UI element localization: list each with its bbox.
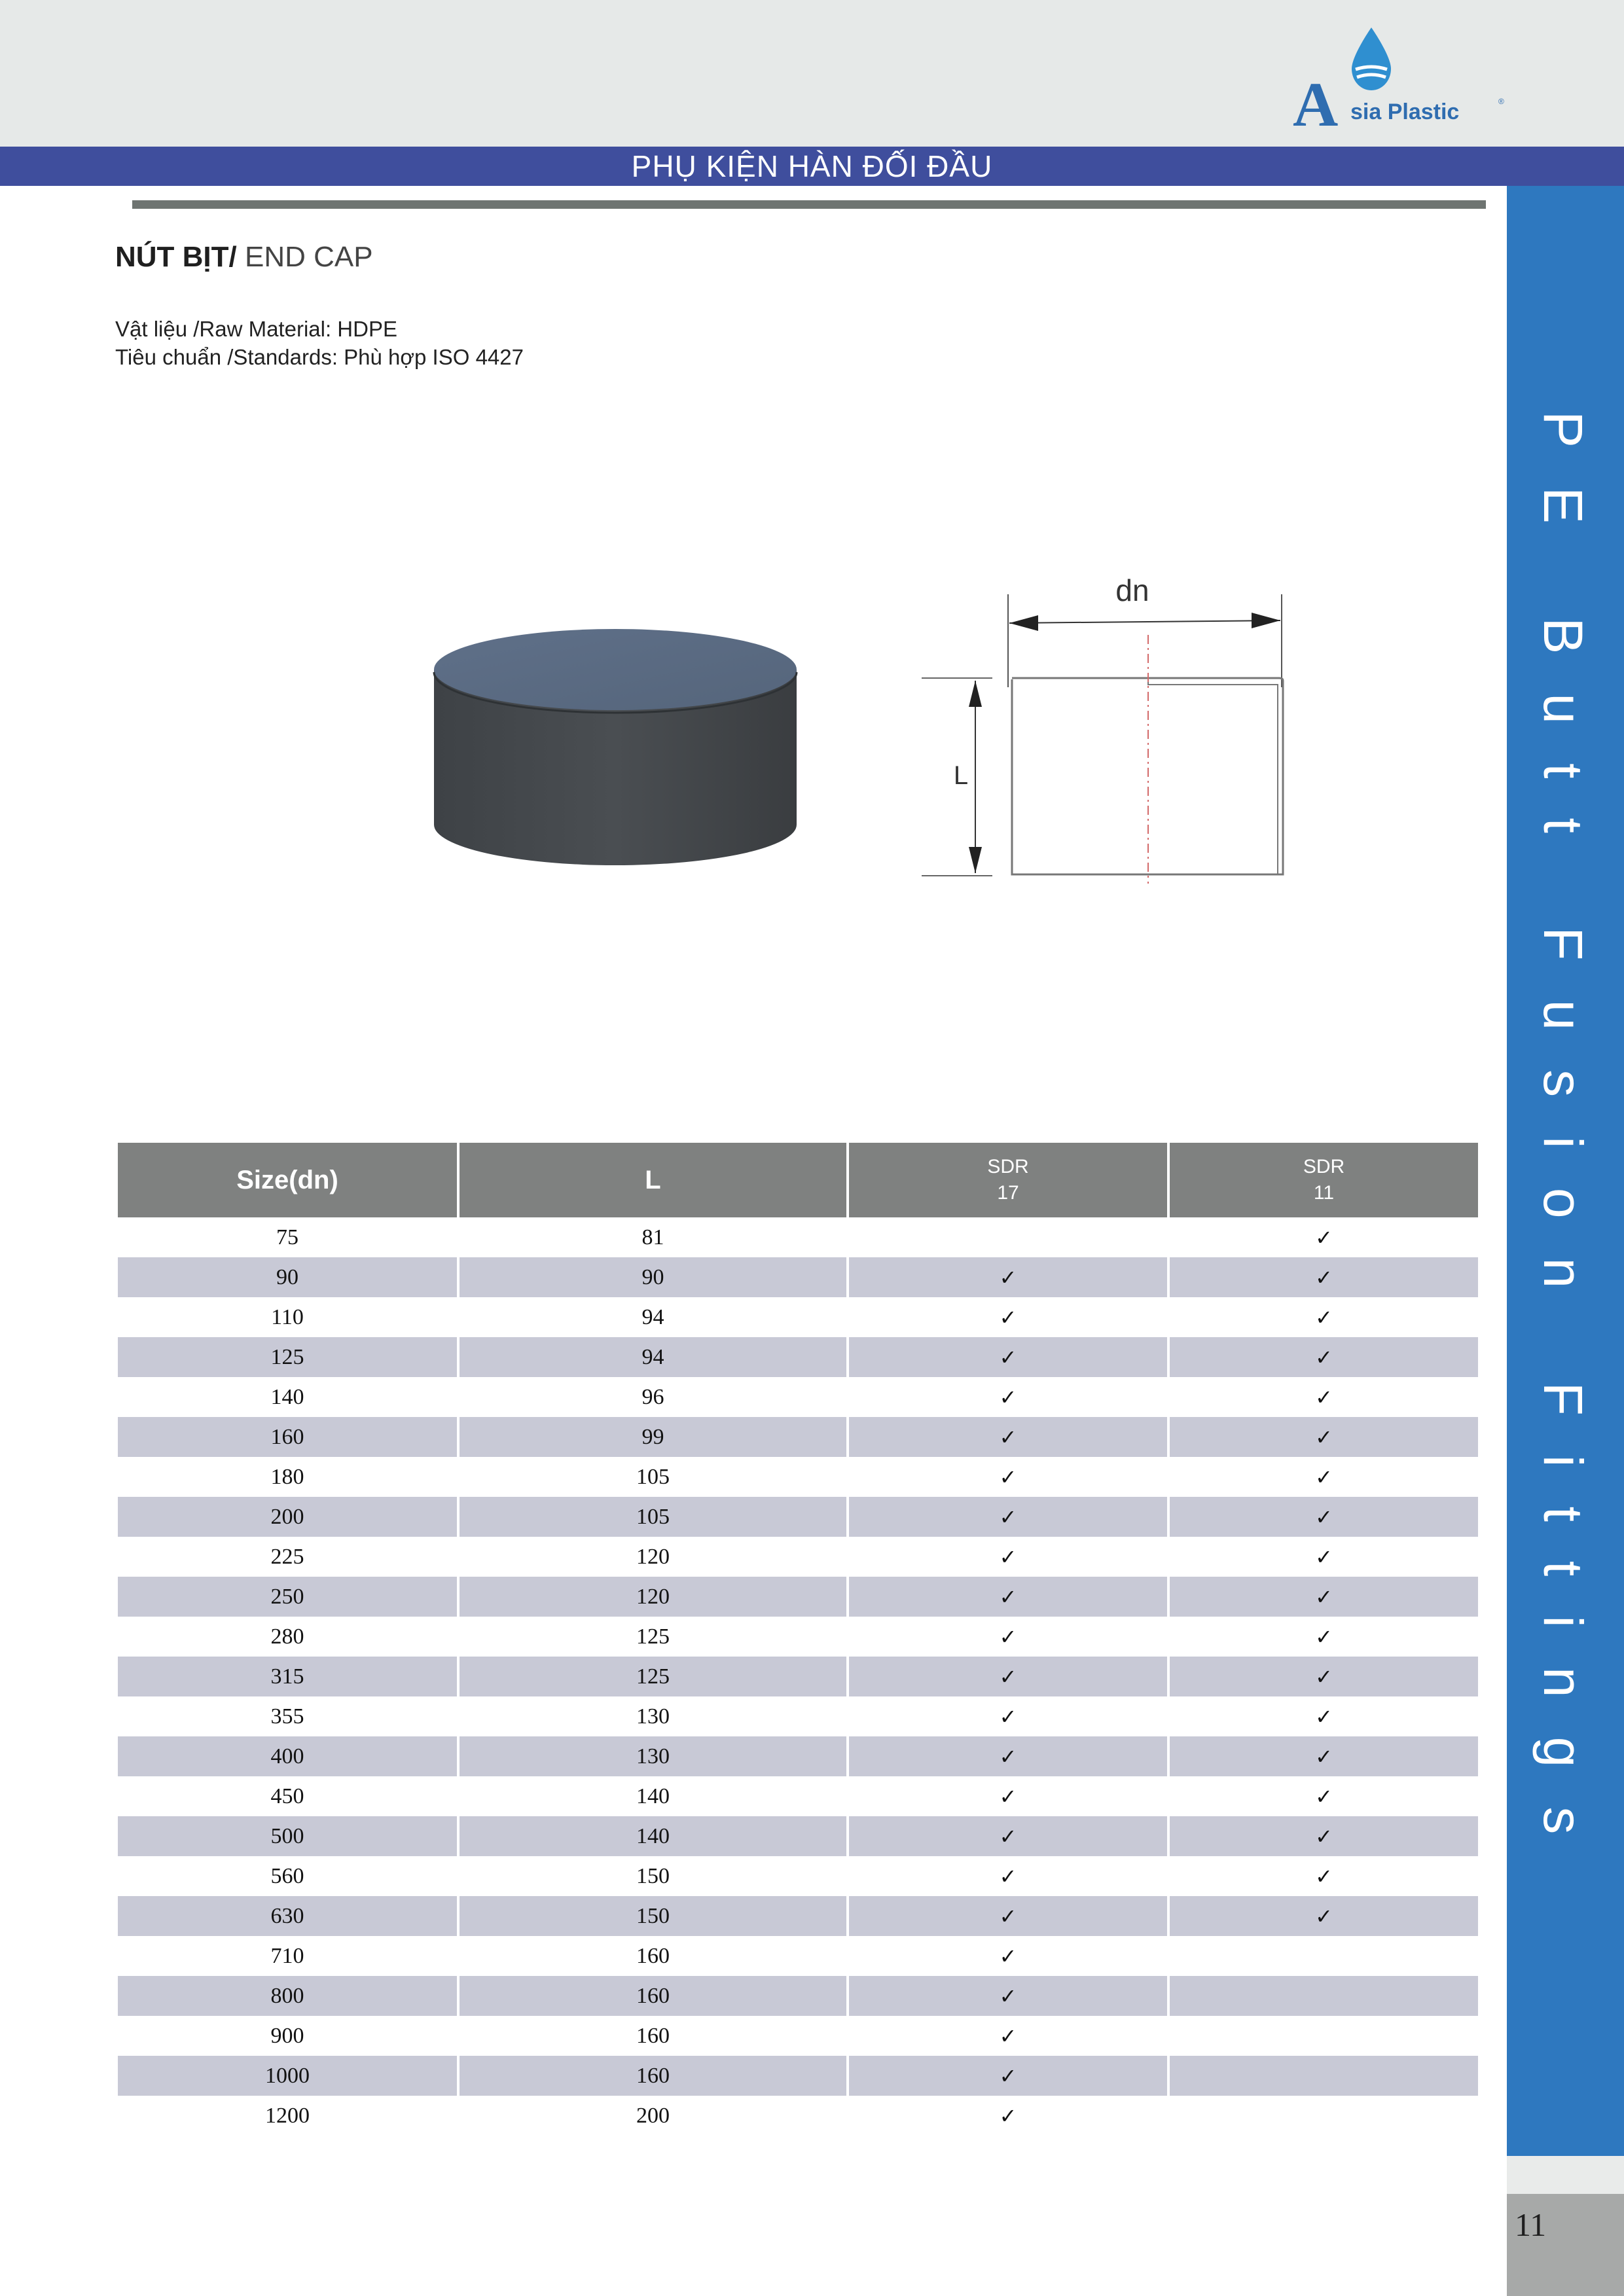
table-row xyxy=(118,1896,1478,1936)
table-row xyxy=(118,1976,1478,2016)
header-size: Size(dn) xyxy=(118,1143,460,1217)
table-row xyxy=(118,1537,1478,1577)
cell-size: 450 xyxy=(118,1776,460,1816)
table-row xyxy=(118,1257,1478,1297)
cell-size: 125 xyxy=(118,1337,460,1377)
cell-l: 105 xyxy=(460,1457,849,1497)
table-row xyxy=(118,1457,1478,1497)
table-body xyxy=(118,1217,1478,2136)
cell-size: 500 xyxy=(118,1816,460,1856)
cell-sdr17: ✓ xyxy=(849,1776,1170,1816)
cell-l: 120 xyxy=(460,1537,849,1577)
cell-sdr11: ✓ xyxy=(1170,1776,1478,1816)
table-row xyxy=(118,1497,1478,1537)
dn-label: dn xyxy=(1115,573,1149,607)
cell-sdr17: ✓ xyxy=(849,1856,1170,1896)
end-cap-drawing xyxy=(916,569,1290,890)
cell-l: 150 xyxy=(460,1896,849,1936)
cell-sdr11 xyxy=(1170,2016,1478,2056)
cell-size: 225 xyxy=(118,1537,460,1577)
sidebar-footer-strip xyxy=(1507,2156,1624,2194)
cell-l: 160 xyxy=(460,2056,849,2096)
cell-sdr17: ✓ xyxy=(849,1257,1170,1297)
table-row xyxy=(118,1337,1478,1377)
cell-l: 90 xyxy=(460,1257,849,1297)
table-row xyxy=(118,1657,1478,1696)
cell-size: 280 xyxy=(118,1617,460,1657)
table-row xyxy=(118,1377,1478,1417)
cell-sdr11: ✓ xyxy=(1170,1896,1478,1936)
cell-sdr17: ✓ xyxy=(849,1816,1170,1856)
header-sdr11 xyxy=(1170,1143,1478,1217)
product-name-vi: NÚT BỊT/ xyxy=(115,241,237,273)
cell-l: 81 xyxy=(460,1217,849,1257)
cell-sdr17: ✓ xyxy=(849,1896,1170,1936)
divider xyxy=(132,200,1486,209)
cell-sdr11: ✓ xyxy=(1170,1617,1478,1657)
sidebar-label xyxy=(1532,411,1595,1874)
cell-sdr11: ✓ xyxy=(1170,1856,1478,1896)
page-number: 11 xyxy=(1515,2206,1547,2243)
cell-l: 200 xyxy=(460,2096,849,2136)
cell-size: 1200 xyxy=(118,2096,460,2136)
cell-l: 94 xyxy=(460,1337,849,1377)
cell-sdr11 xyxy=(1170,1976,1478,2016)
header-sdr11-line1: SDR xyxy=(1303,1156,1345,1177)
cell-size: 900 xyxy=(118,2016,460,2056)
cell-sdr11: ✓ xyxy=(1170,1217,1478,1257)
cell-l: 99 xyxy=(460,1417,849,1457)
header-sdr11-line2: 11 xyxy=(1313,1182,1335,1204)
cell-sdr11 xyxy=(1170,2096,1478,2136)
cell-size: 355 xyxy=(118,1696,460,1736)
table-row xyxy=(118,1856,1478,1896)
cell-size: 1000 xyxy=(118,2056,460,2096)
table-row xyxy=(118,1936,1478,1976)
cell-sdr11: ✓ xyxy=(1170,1337,1478,1377)
cell-sdr17 xyxy=(849,1217,1170,1257)
cell-sdr17: ✓ xyxy=(849,1577,1170,1617)
cell-l: 130 xyxy=(460,1696,849,1736)
logo-letter-a: A xyxy=(1293,69,1339,139)
cell-l: 150 xyxy=(460,1856,849,1896)
cell-size: 400 xyxy=(118,1736,460,1776)
cell-sdr17: ✓ xyxy=(849,1736,1170,1776)
table-row xyxy=(118,1736,1478,1776)
cell-size: 140 xyxy=(118,1377,460,1417)
cell-sdr17: ✓ xyxy=(849,1537,1170,1577)
cell-sdr11: ✓ xyxy=(1170,1657,1478,1696)
cell-sdr17: ✓ xyxy=(849,1337,1170,1377)
table-row xyxy=(118,1417,1478,1457)
cell-sdr11: ✓ xyxy=(1170,1537,1478,1577)
cell-sdr11: ✓ xyxy=(1170,1497,1478,1537)
cell-sdr17: ✓ xyxy=(849,1457,1170,1497)
page-title: PHỤ KIỆN HÀN ĐỐI ĐẦU xyxy=(0,147,1624,186)
table-row xyxy=(118,1617,1478,1657)
table-row xyxy=(118,1776,1478,1816)
cell-sdr11: ✓ xyxy=(1170,1457,1478,1497)
cell-size: 180 xyxy=(118,1457,460,1497)
cell-sdr17: ✓ xyxy=(849,1297,1170,1337)
cell-sdr17: ✓ xyxy=(849,1936,1170,1976)
end-cap-photo xyxy=(429,612,802,880)
product-title xyxy=(115,241,373,274)
header-sdr17-line1: SDR xyxy=(987,1156,1029,1177)
cell-l: 140 xyxy=(460,1776,849,1816)
cell-l: 130 xyxy=(460,1736,849,1776)
table-row xyxy=(118,2096,1478,2136)
cell-size: 800 xyxy=(118,1976,460,2016)
dimension-table xyxy=(118,1143,1478,2136)
cell-l: 125 xyxy=(460,1617,849,1657)
cell-size: 315 xyxy=(118,1657,460,1696)
cell-l: 160 xyxy=(460,1936,849,1976)
table-row xyxy=(118,1577,1478,1617)
logo-wordmark: sia Plastic xyxy=(1350,99,1460,124)
table-row xyxy=(118,1297,1478,1337)
cell-size: 75 xyxy=(118,1217,460,1257)
cell-sdr11: ✓ xyxy=(1170,1577,1478,1617)
cell-sdr11 xyxy=(1170,2056,1478,2096)
header-l: L xyxy=(460,1143,849,1217)
cell-l: 160 xyxy=(460,2016,849,2056)
cell-sdr17: ✓ xyxy=(849,1657,1170,1696)
cell-sdr11: ✓ xyxy=(1170,1816,1478,1856)
cell-sdr17: ✓ xyxy=(849,2016,1170,2056)
cell-sdr11: ✓ xyxy=(1170,1297,1478,1337)
table-row xyxy=(118,2016,1478,2056)
cell-sdr17: ✓ xyxy=(849,2096,1170,2136)
header-sdr17 xyxy=(849,1143,1170,1217)
cell-sdr11 xyxy=(1170,1936,1478,1976)
cell-l: 96 xyxy=(460,1377,849,1417)
cell-size: 110 xyxy=(118,1297,460,1337)
cell-l: 125 xyxy=(460,1657,849,1696)
cell-sdr17: ✓ xyxy=(849,1377,1170,1417)
cell-sdr17: ✓ xyxy=(849,1497,1170,1537)
cell-size: 90 xyxy=(118,1257,460,1297)
cell-sdr17: ✓ xyxy=(849,1976,1170,2016)
table-row xyxy=(118,1217,1478,1257)
cell-sdr17: ✓ xyxy=(849,1417,1170,1457)
cell-size: 630 xyxy=(118,1896,460,1936)
cell-l: 94 xyxy=(460,1297,849,1337)
cell-sdr17: ✓ xyxy=(849,1617,1170,1657)
standard-spec: Tiêu chuẩn /Standards: Phù hợp ISO 4427 xyxy=(115,345,524,369)
table-header xyxy=(118,1143,1478,1217)
l-label: L xyxy=(953,761,969,790)
cell-size: 710 xyxy=(118,1936,460,1976)
cell-size: 160 xyxy=(118,1417,460,1457)
cell-l: 140 xyxy=(460,1816,849,1856)
cell-sdr17: ✓ xyxy=(849,2056,1170,2096)
cell-size: 560 xyxy=(118,1856,460,1896)
table-row xyxy=(118,2056,1478,2096)
cell-sdr11: ✓ xyxy=(1170,1736,1478,1776)
header-sdr17-line2: 17 xyxy=(997,1182,1019,1204)
asia-plastic-logo xyxy=(1293,26,1509,139)
cell-sdr17: ✓ xyxy=(849,1696,1170,1736)
product-name-en: END CAP xyxy=(236,241,373,273)
registered-mark: ® xyxy=(1498,97,1504,106)
material-spec: Vật liệu /Raw Material: HDPE xyxy=(115,317,397,341)
cell-sdr11: ✓ xyxy=(1170,1417,1478,1457)
cell-l: 105 xyxy=(460,1497,849,1537)
cell-sdr11: ✓ xyxy=(1170,1696,1478,1736)
cell-sdr11: ✓ xyxy=(1170,1257,1478,1297)
cell-l: 160 xyxy=(460,1976,849,2016)
water-drop-icon xyxy=(1345,26,1398,92)
cell-sdr11: ✓ xyxy=(1170,1377,1478,1417)
cell-size: 250 xyxy=(118,1577,460,1617)
table-row xyxy=(118,1696,1478,1736)
table-row xyxy=(118,1816,1478,1856)
cell-size: 200 xyxy=(118,1497,460,1537)
cell-l: 120 xyxy=(460,1577,849,1617)
sidebar-title: PE Butt Fusion Fittings xyxy=(1532,411,1594,1874)
